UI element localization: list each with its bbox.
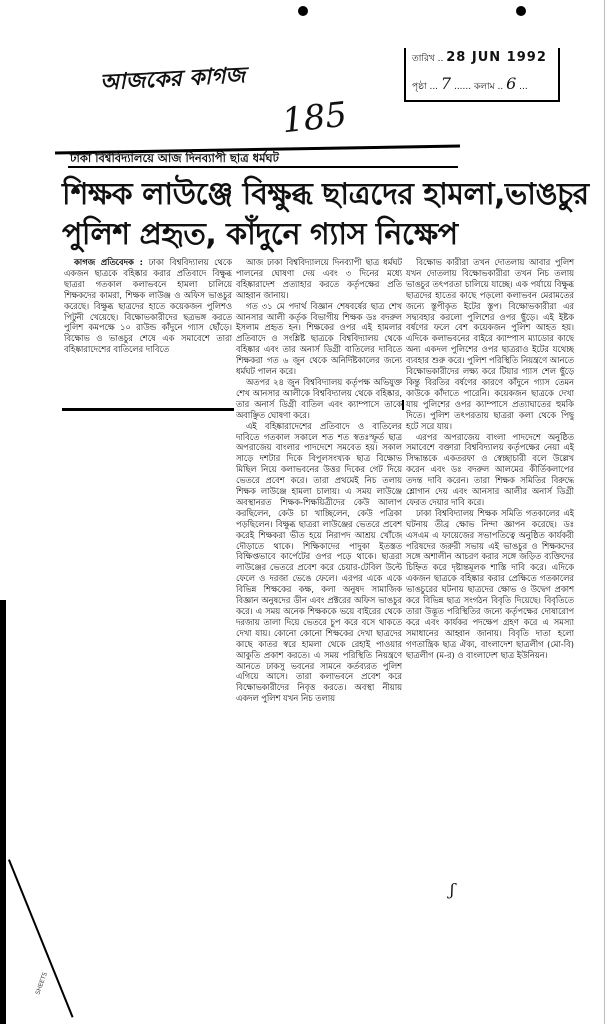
paragraph: অতপর ২৪ জুন বিশ্ববিদ্যালয় কর্তৃপক্ষ অভিযুক্ত শেখ আনসার আলীকে বিশ্ববিদ্যালয় থেকে বহিষ্কার, তার অনার্স ডিগ্রী বাতিল এবং ক্যাম্পাসে তাকে অবাঞ্ছিত ঘোষণা করে।: [236, 376, 402, 420]
paragraph: ঢাকা বিশ্ববিদ্যালয় শিক্ষক সমিতি গতকালের এই ঘটনায় তীব্র ক্ষোভ নিন্দা জ্ঞাপন করেছে। ডঃ এসএম এ ফায়েজের সভাপতিত্বে অনুষ্ঠিত কার্যকরী পরিষদের জরুরী সভায় এই ভাঙচুর ও শিক্ষকদের সঙ্গে অশালীন আচরণ করার সঙ্গে জড়িত ব্যক্তিদের চিহ্নিত করে দৃষ্টান্তমূলক শাস্তি দাবি করে। এদিকে একজন ছাত্রকে বহিষ্কার করার প্রেক্ষিতে গতকালের ভাঙচুরের ঘটনায় ছাত্রদের ক্ষোভ ও উদ্বেগ প্রকাশ করে বিভিন্ন ছাত্র সংগঠন বিবৃতি দিয়েছে। বিবৃতিতে তারা উদ্ভূত পরিস্থিতির জন্যে কর্তৃপক্ষের দোষারোপ করে এবং কার্যকর পদক্ষেপ গ্রহণ করে এ সমস্যা সমাধানের আহ্বান জানায়। বিবৃতি দাতা হলো গণতান্ত্রিক ছাত্র ঐক্য, বাংলাদেশ ছাত্রলীগ (মো-বি) ছাত্রলীগ (ম-র) ও বাংলাদেশ ছাত্র ইউনিয়ন।: [406, 507, 574, 660]
column-value: 6: [506, 74, 517, 93]
byline: কাগজ প্রতিবেদক :: [74, 257, 149, 267]
binder-hole: [516, 6, 526, 16]
newspaper-masthead: আজকের কাগজ: [99, 63, 246, 96]
binder-hole: [298, 6, 308, 16]
column-rule: [402, 400, 404, 410]
paragraph: গত ৩১ মে পদার্থ বিজ্ঞান শেষবর্ষের ছাত্র শেখ আনসার আলী কর্তৃক বিভাগীয় শিক্ষক ডঃ বদরুল ইসলাম প্রহৃত হন। শিক্ষকের ওপর এই হামলার প্রতিবাদে ও সংশ্লিষ্ট ছাত্রকে বিশ্ববিদ্যালয় থেকে বহিষ্কার এবং তার অনার্স ডিগ্রী বাতিলের দাবিতে শিক্ষকরা গত ৬ জুন থেকে অনির্দিষ্টকালের জন্যে ধর্মঘট পালন করে।: [236, 300, 402, 377]
article-column-1: [64, 257, 232, 407]
scan-edge: [0, 600, 6, 1024]
page-value: 7: [440, 74, 452, 93]
article-column-2: [236, 257, 402, 857]
handwritten-number: 185: [280, 94, 349, 142]
column-rule: [62, 408, 234, 411]
article-kicker: ঢাকা বিশ্ববিদ্যালয়ে আজ দিনব্যাপী ছাত্র ধর্মঘট: [70, 151, 279, 165]
date-label: তারিখ: [412, 54, 435, 64]
paragraph: এই বহিষ্কারাদেশের প্রতিবাদে ও বাতিলের দাবিতে গতকাল সকালে শত শত স্বতঃস্ফূর্ত ছাত্র অপরাজেয় বাংলার পাদদেশে সমবেত হয়। সকাল সাড়ে দশটার দিকে বিপুলসংখ্যক ছাত্র বিক্ষোভ মিছিল নিয়ে কলাভবনের উত্তর দিকের গেট দিয়ে ভেতরে প্রবেশ করে। তারা প্রথমেই নিচ তলায় শিক্ষক লাউঞ্জে হামলা চালায়। এ সময় লাউঞ্জে অবস্থানরত শিক্ষক-শিক্ষয়িত্রীদের কেউ আলাপ করছিলেন, কেউ চা খাচ্ছিলেন, কেউ পত্রিকা পড়ছিলেন। বিক্ষুব্ধ ছাত্ররা লাউঞ্জের ভেতরে প্রবেশ করেই শিক্ষকরা ভীত হয়ে নিরাপদ আশ্রয় খোঁজে দৌড়াতে থাকে। শিক্ষিকাদের পাদুকা ইতস্তত বিক্ষিপ্তভাবে কার্পেটের ওপর পড়ে থাকে। ছাত্ররা লাউঞ্জের ভেতরে প্রবেশ করে চেয়ার-টেবিল উল্টে ফেলে ও দরজা ভেঙে ফেলে। এরপর একে একে বিভিন্ন শিক্ষকের কক্ষ, কলা অনুষদ সামাজিক বিজ্ঞান অনুষদের ডীন এবং প্রক্টরের অফিস ভাঙচুর করে। এ সময় অনেক শিক্ষককে ভয়ে বাইরের থেকে দরজায় তালা দিয়ে ভেতরে চুপ করে বসে থাকতে দেখা যায়। কোনো কোনো শিক্ষকের দেখা ছাত্রদের কাছে কাতর স্বরে হামলা থেকে রেহাই পাওয়ার আকুতি প্রকাশ করতে। এ সময় পরিস্থিতি নিয়ন্ত্রণে আনতে ঢাকসু ভবনের সামনে কর্তব্যরত পুলিশ এগিয়ে আসে। তারা কলাভবনে প্রবেশ করে বিক্ষোভকারীদের নিবৃত্ত করতে। অবস্থা নীয়ায় একদল পুলিশ যখন নিচ তলায়: [236, 420, 402, 704]
edge-mark: SHEETS: [34, 971, 49, 996]
headline-line-1: শিক্ষক লাউঞ্জে বিক্ষুব্ধ ছাত্রদের হামলা,ভাঙচুর: [62, 177, 589, 212]
page-edge: [604, 0, 605, 1024]
paragraph: বিক্ষোভ কারীরা তখন দোতলায় আবার পুলিশ যখন দোতলায় বিক্ষোভকারীরা তখন নিচ তলায় ভাঙচুর তৎপরতা চালিয়ে যাচ্ছে। এক পর্যায়ে বিক্ষুব্ধ ছাত্রদের হাতের কাছে পড়লো কলাভবন মেরামতের জন্যে স্তূপীকৃত ইটের স্তূপ। বিক্ষোভকারীরা এর সদ্ব্যবহার করলো পুলিশের ওপর ছুঁড়ে। এই ইষ্টক বর্ষণের ফলে বেশ কয়েকজন পুলিশ আহত হয়। এদিকে কলাভবনের বাইরে ক্যাম্পাস ম্যাডোর কাছে অন্য একদল পুলিশের ওপর ছাত্ররাও ইটের যথেচ্ছ ব্যবহার শুরু করে। পুলিশ পরিস্থিতি নিয়ন্ত্রণে আনতে বিক্ষোভকারীদের লক্ষ্য করে টিয়ার গ্যাস শেল ছুঁড়ে কিন্তু বিরতির বর্ষণের কারণে কাঁদুনে গ্যাস তেমন কাউকে কাঁদাতে পারেনি। কয়েকজন ছাত্রকে দেখা যায় পুলিশের ওপর ক্যাম্পাসে প্রত্যাঘাতের হুমকি দিতে। পুলিশ তৎপরতায় ছাত্ররা কলা থেকে পিছু হটে সরে যায়।: [406, 257, 574, 431]
page-label: পৃষ্ঠা: [412, 82, 427, 92]
paragraph: এরপর অপরাজেয় বাংলা পাদদেশে অনুষ্ঠিত সমাবেশে বক্তারা বিশ্ববিদ্যালয় কর্তৃপক্ষের নেয়া এই সিদ্ধান্তকে একতরফা ও স্বেচ্ছাচারী বলে উল্লেখ করেন এবং ডঃ বদরুল আলমের কীর্তিকলাপের তদন্ত দাবি করেন। তারা শিক্ষক সমিতির বিরুদ্ধে শ্লোগান দেয় এবং আনসার আলীর অনার্স ডিগ্রী ফেরত দেয়ার দাবি করে।: [406, 431, 574, 507]
article-column-3: [406, 257, 574, 897]
paragraph: আজ ঢাকা বিশ্ববিদ্যালয়ে দিনব্যাপী ছাত্র ধর্মঘট পালনের ঘোষণা দেয় এবং ৩ দিনের মধ্যে বহিষ্কারাদেশ প্রত্যাহার করতে কর্তৃপক্ষের প্রতি আহ্বান জানায়।: [236, 257, 402, 300]
kicker-rule: [68, 166, 458, 168]
column-label: কলাম: [473, 82, 495, 92]
headline-line-2: পুলিশ প্রহৃত, কাঁদুনে গ্যাস নিক্ষেপ: [62, 217, 458, 252]
date-value: 28 JUN 1992: [446, 50, 547, 65]
handwritten-mark: ʃ: [450, 880, 455, 899]
date-stamp: তারিখ .. 28 JUN 1992 পৃষ্ঠা ... 7 ...... কলাম .. 6 ...: [404, 48, 560, 102]
column-text: ঢাকা বিশ্ববিদ্যালয় থেকে একজন ছাত্রকে বহিষ্কার করার প্রতিবাদে বিক্ষুব্ধ ছাত্ররা গতকাল কলাভবনে হামলা চালিয়ে শিক্ষকদের কামরা, শিক্ষক লাউঞ্জ ও অফিস ভাঙচুর করেছে। বিক্ষুব্ধ ছাত্রদের হাতে কয়েকজন পুলিশও পিটুনী খেয়েছে। বিক্ষোভকারীদের ছত্রভঙ্গ করতে পুলিশ কমপক্ষে ১০ রাউন্ড কাঁদুনে গ্যাস ছোঁড়ে। বিক্ষোভ ও ভাঙচুর শেষে এক সমাবেশে তারা বহিষ্কারাদেশের বাতিলের দাবিতে: [64, 257, 232, 355]
